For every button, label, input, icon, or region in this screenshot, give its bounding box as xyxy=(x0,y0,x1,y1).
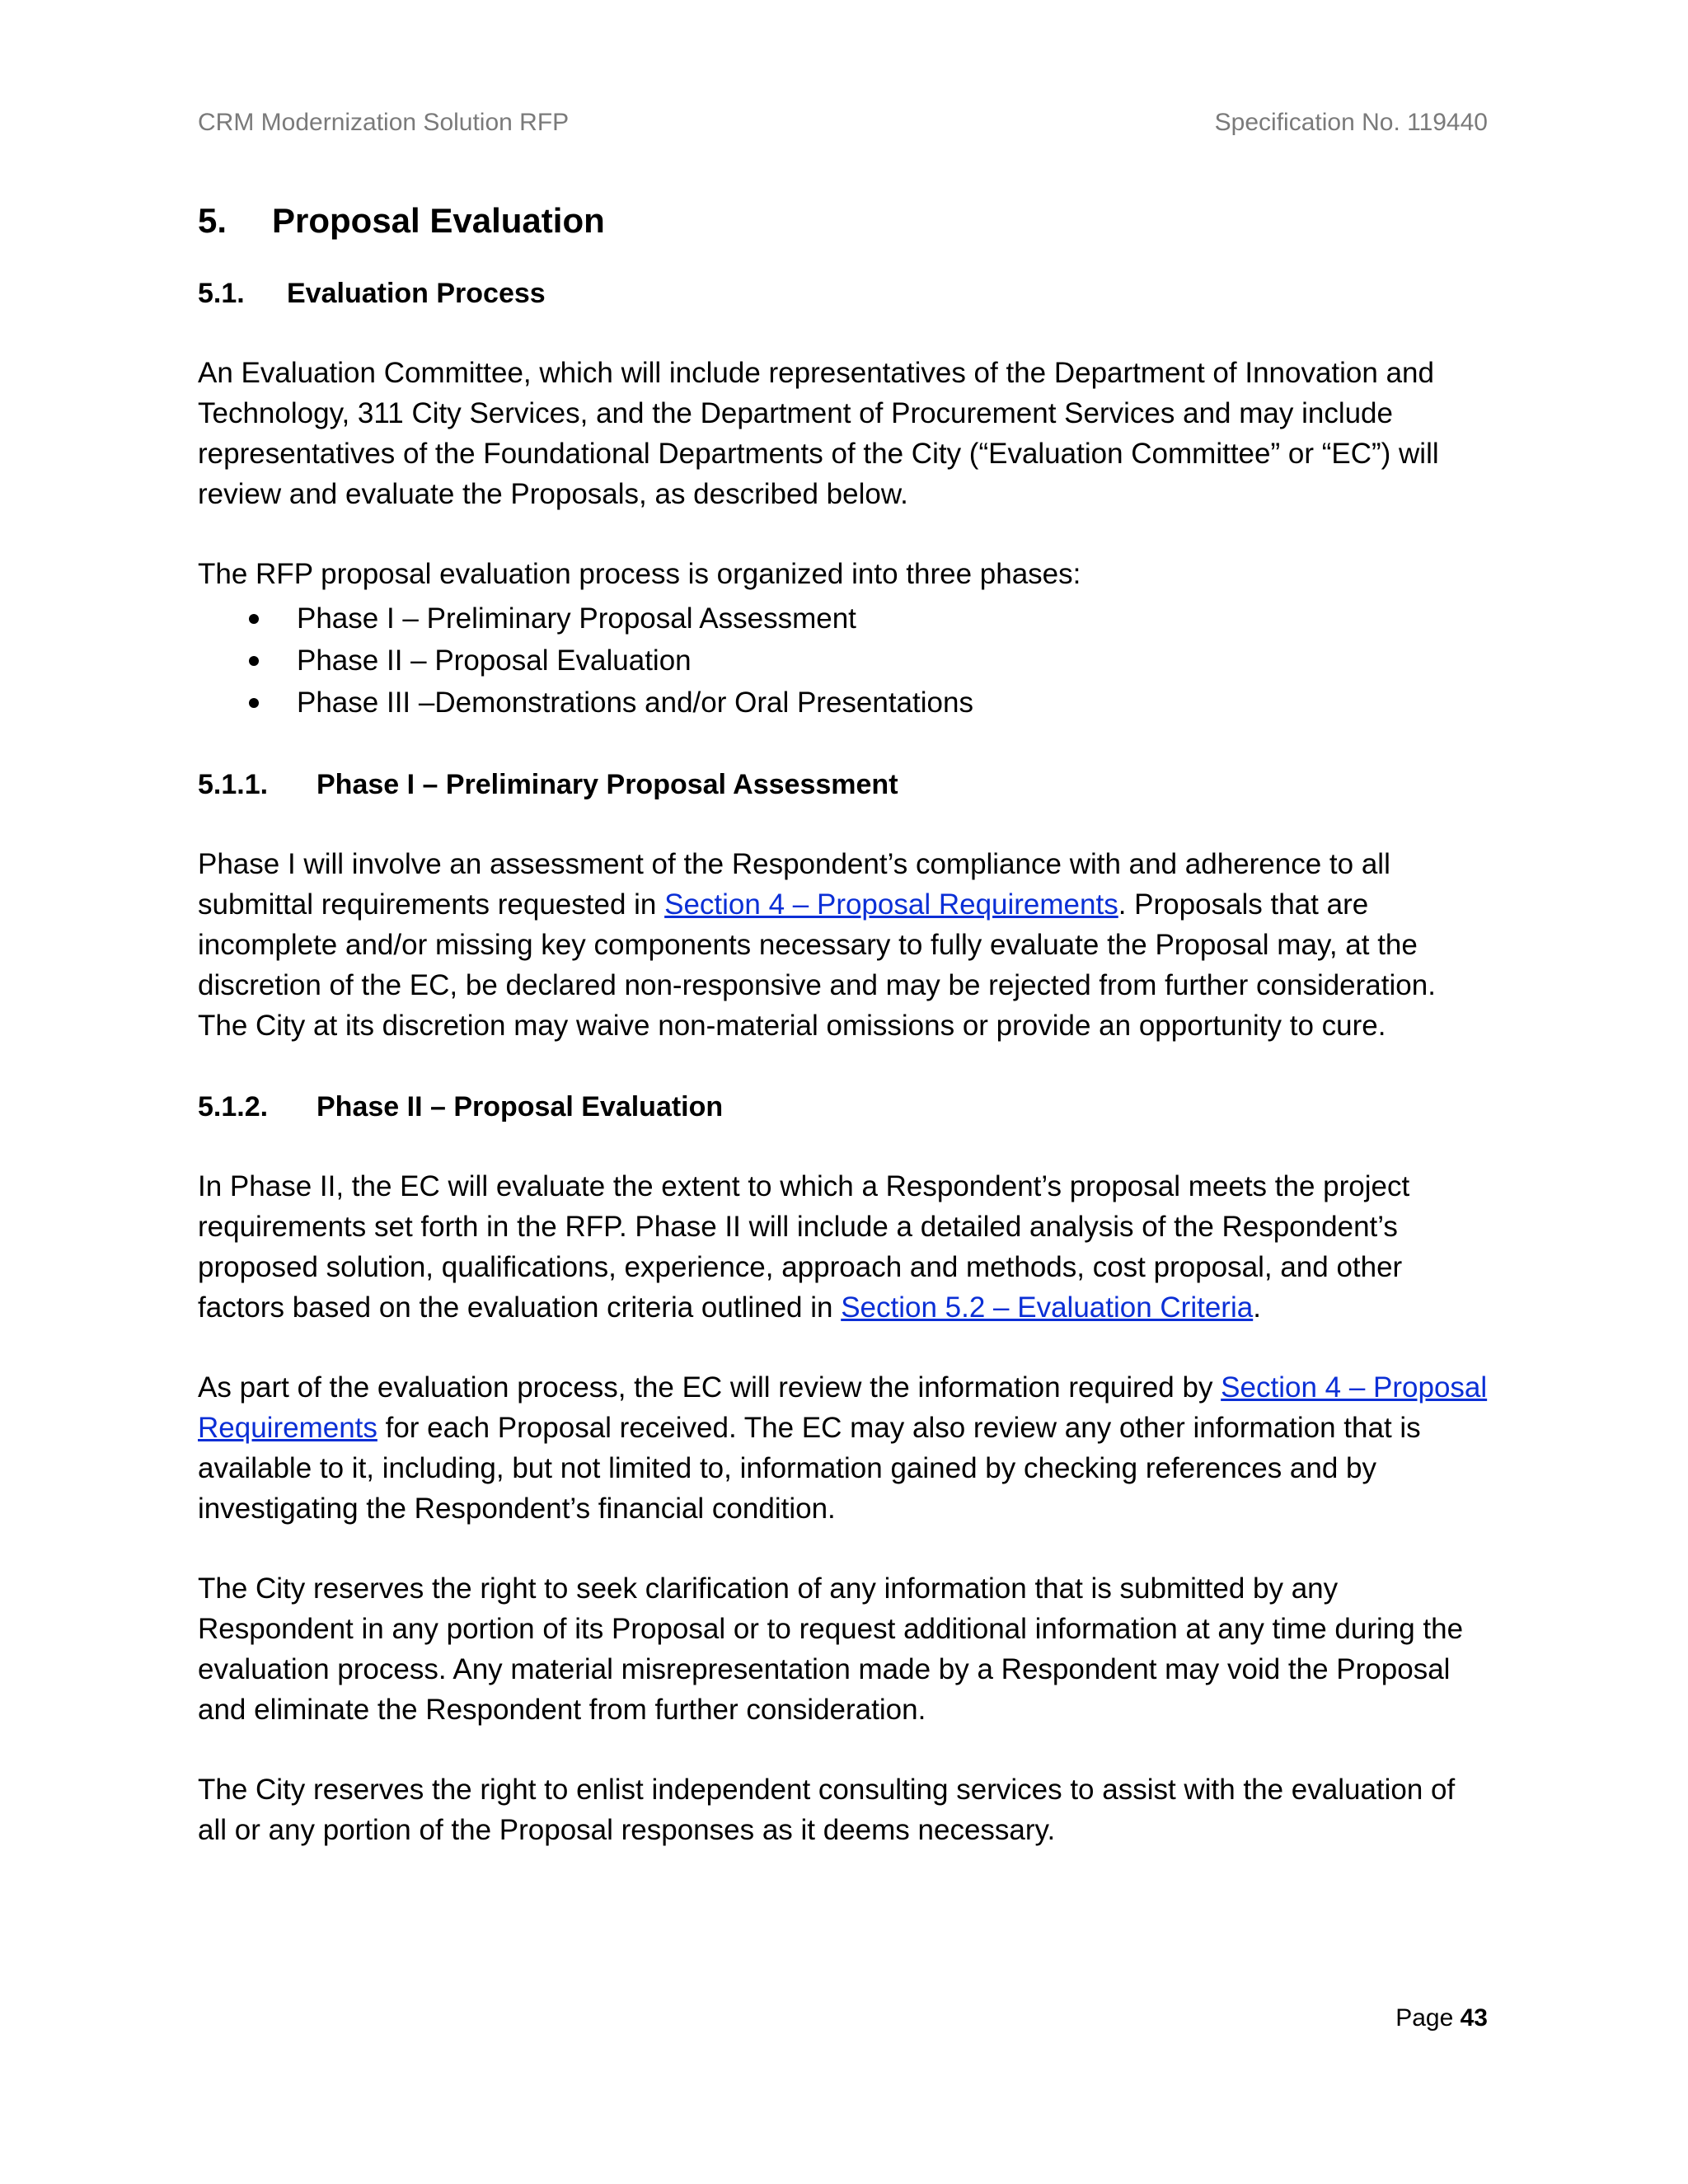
page-label: Page xyxy=(1395,2004,1454,2032)
subsection-title: Evaluation Process xyxy=(287,278,546,309)
phase2-p1-text: In Phase II, the EC will evaluate the extent to which a Respondent’s proposal meets the project requirements set forth in the RFP. Phase II will include a detailed analysis of the Respondent’s proposed solution, qualifications, experience, approach and methods, cost proposal, and other factors based on the evaluation criteria outlined in xyxy=(198,1170,1410,1324)
header-specification-number: Specification No. 119440 xyxy=(1214,109,1488,136)
header-document-title: CRM Modernization Solution RFP xyxy=(198,109,570,136)
phase-item-label: Phase III –Demonstrations and/or Oral Presentations xyxy=(297,687,973,719)
phases-intro: The RFP proposal evaluation process is organized into three phases: xyxy=(198,558,1081,590)
phase1-heading xyxy=(198,765,1490,804)
section-title: Proposal Evaluation xyxy=(272,201,605,240)
phase2-paragraph-3: The City reserves the right to seek clarification of any information that is submitted by any Respondent in any portion of its Proposal or to request additional information at any time during the evaluation process. Any material misrepresentation made by a Respondent may void the Proposal and eliminate the Respondent from further consideration. xyxy=(198,1572,1464,1726)
subsection-heading xyxy=(198,274,1490,313)
phase2-number: 5.1.2. xyxy=(198,1091,269,1122)
phase1-text-before-link: Phase I will involve an assessment of the Respondent’s compliance with and adherence to all submittal requirements requested in xyxy=(198,848,1390,921)
page-number xyxy=(1395,2004,1488,2032)
bullet-icon xyxy=(198,598,297,640)
page-content xyxy=(198,196,1490,1850)
page-number-value: 43 xyxy=(1460,2004,1488,2032)
phase2-p2-text: As part of the evaluation process, the EC will review the information required by xyxy=(198,1371,1221,1404)
bullet-icon xyxy=(198,640,297,682)
phase1-paragraph xyxy=(198,844,1490,1046)
phase2-title: Phase II – Proposal Evaluation xyxy=(316,1091,724,1122)
phase1-text-after-link: . Proposals that are incomplete and/or missing key components necessary to fully evaluate the Proposal may, at the discretion of the EC, be declared non-responsive and may be rejected from further consideration. The City at its discretion may waive non-material omissions or provide an opportunity to cure. xyxy=(198,888,1436,1042)
phase2-paragraph-2 xyxy=(198,1367,1490,1529)
list-item xyxy=(198,682,1490,724)
phases-list xyxy=(198,598,1490,724)
bullet-icon xyxy=(198,682,297,724)
list-item xyxy=(198,640,1490,682)
list-item xyxy=(198,598,1490,640)
phase2-paragraph-4: The City reserves the right to enlist independent consulting services to assist with the evaluation of all or any portion of the Proposal responses as it deems necessary. xyxy=(198,1774,1456,1846)
phase-item-label: Phase I – Preliminary Proposal Assessment xyxy=(297,602,856,635)
intro-paragraph: An Evaluation Committee, which will include representatives of the Department of Innovation and Technology, 311 City Services, and the Department of Procurement Services and may include representatives of the Foundational Departments of the City (“Evaluation Committee” or “EC”) will review and evaluate the Proposals, as described below. xyxy=(198,357,1439,510)
section-4-link[interactable]: Section 4 – Proposal Requirements xyxy=(664,888,1118,921)
section-5-2-link[interactable]: Section 5.2 – Evaluation Criteria xyxy=(841,1291,1254,1324)
phase-item-label: Phase II – Proposal Evaluation xyxy=(297,644,692,677)
section-heading xyxy=(198,196,1490,246)
phase1-title: Phase I – Preliminary Proposal Assessment xyxy=(316,769,898,800)
section-4-link[interactable]: Section 4 – Proposal Requirements xyxy=(198,1371,1488,1444)
phase2-heading xyxy=(198,1087,1490,1127)
subsection-number: 5.1. xyxy=(198,278,245,309)
phase2-p2-end: for each Proposal received. The EC may also review any other information that is available to it, including, but not limited to, information gained by checking references and by investigating the Respondent’s financial condition. xyxy=(198,1412,1421,1525)
section-number: 5. xyxy=(198,201,227,240)
phase2-paragraph-1 xyxy=(198,1166,1490,1328)
phase1-number: 5.1.1. xyxy=(198,769,269,800)
phase2-p1-end: . xyxy=(1253,1291,1261,1324)
